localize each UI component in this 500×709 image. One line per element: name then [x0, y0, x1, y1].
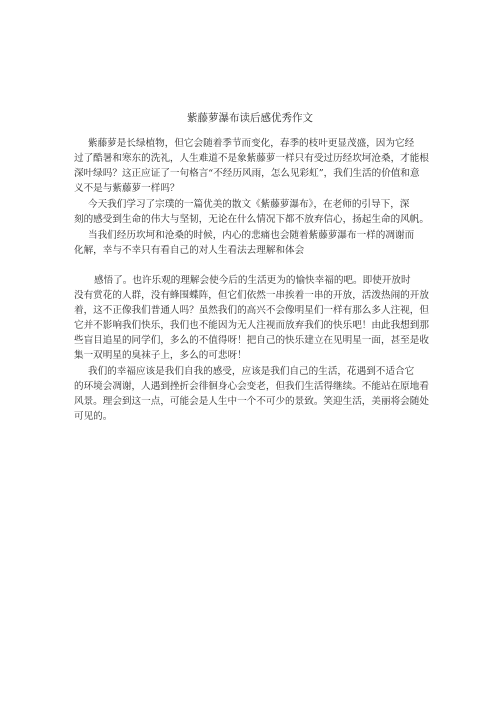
text-line: 的环境会凋谢，人遇到挫折会徘徊身心会变老，但我们生活得继续。不能站在原地看 — [74, 381, 429, 392]
text-line: 风景。理会到这一点，可能会是人生中一个不可少的景致。笑迎生活，美丽将会随处 — [74, 396, 429, 407]
text-line: 刻的感受到生命的伟大与坚韧，无论在什么情况下都不放弃信心，扬起生命的风帆。 — [74, 214, 429, 225]
text-line: 过了酷暑和寒东的洗礼，人生难道不是象紫藤萝一样只有受过历经坎坷沧桑，才能根 — [74, 153, 429, 164]
text-line: 义不是与紫藤萝一样吗？ — [74, 183, 180, 194]
text-line: 我们的幸福应该是我们自我的感受，应该是我们自己的生活，花遇到不适合它 — [88, 366, 415, 377]
document-title: 紫藤萝瀑布读后感优秀作文 — [187, 112, 313, 124]
text-line: 集一双明星的臭袜子上，多么的可悲呀！ — [74, 350, 247, 361]
text-line: 可见的。 — [74, 411, 113, 422]
text-line: 没有赏花的人群，没有蜂围蝶阵，但它们依然一串挨着一串的开放，活泼热闹的开放 — [74, 290, 429, 301]
text-line: 着，这不正像我们普通人吗？虽然我们的高兴不会像明星们一样有那么多人注视，但 — [74, 305, 429, 316]
text-line: 感悟了。也许乐观的理解会使今后的生活更为的愉快幸福的吧。即使开放时 — [94, 275, 411, 286]
text-line: 深叶绿吗？这正应证了一句格言“不经历风雨，怎么见彩虹”，我们生活的价值和意 — [74, 168, 420, 179]
text-line: 当我们经历坎坷和沧桑的时候，内心的悲痛也会随着紫藤萝瀑布一样的凋谢而 — [88, 230, 415, 241]
text-line: 今天我们学习了宗璞的一篇优美的散文《紫藤萝瀑布》，在老师的引导下，深 — [88, 199, 410, 210]
text-line: 紫藤萝是长绿植物，但它会随着季节而变化，春季的枝叶更显茂盛，因为它经 — [88, 138, 415, 149]
text-line: 些盲目追星的同学们，多么的不值得呀！把自己的快乐建立在见明星一面，甚至是收 — [74, 335, 429, 346]
text-line: 它并不影响我们快乐，我们也不能因为无人注视而放弃我们的快乐吧！由此我想到那 — [74, 320, 429, 331]
text-line: 化解，幸与不幸只有看自己的对人生看法去理解和体会 — [74, 245, 305, 256]
